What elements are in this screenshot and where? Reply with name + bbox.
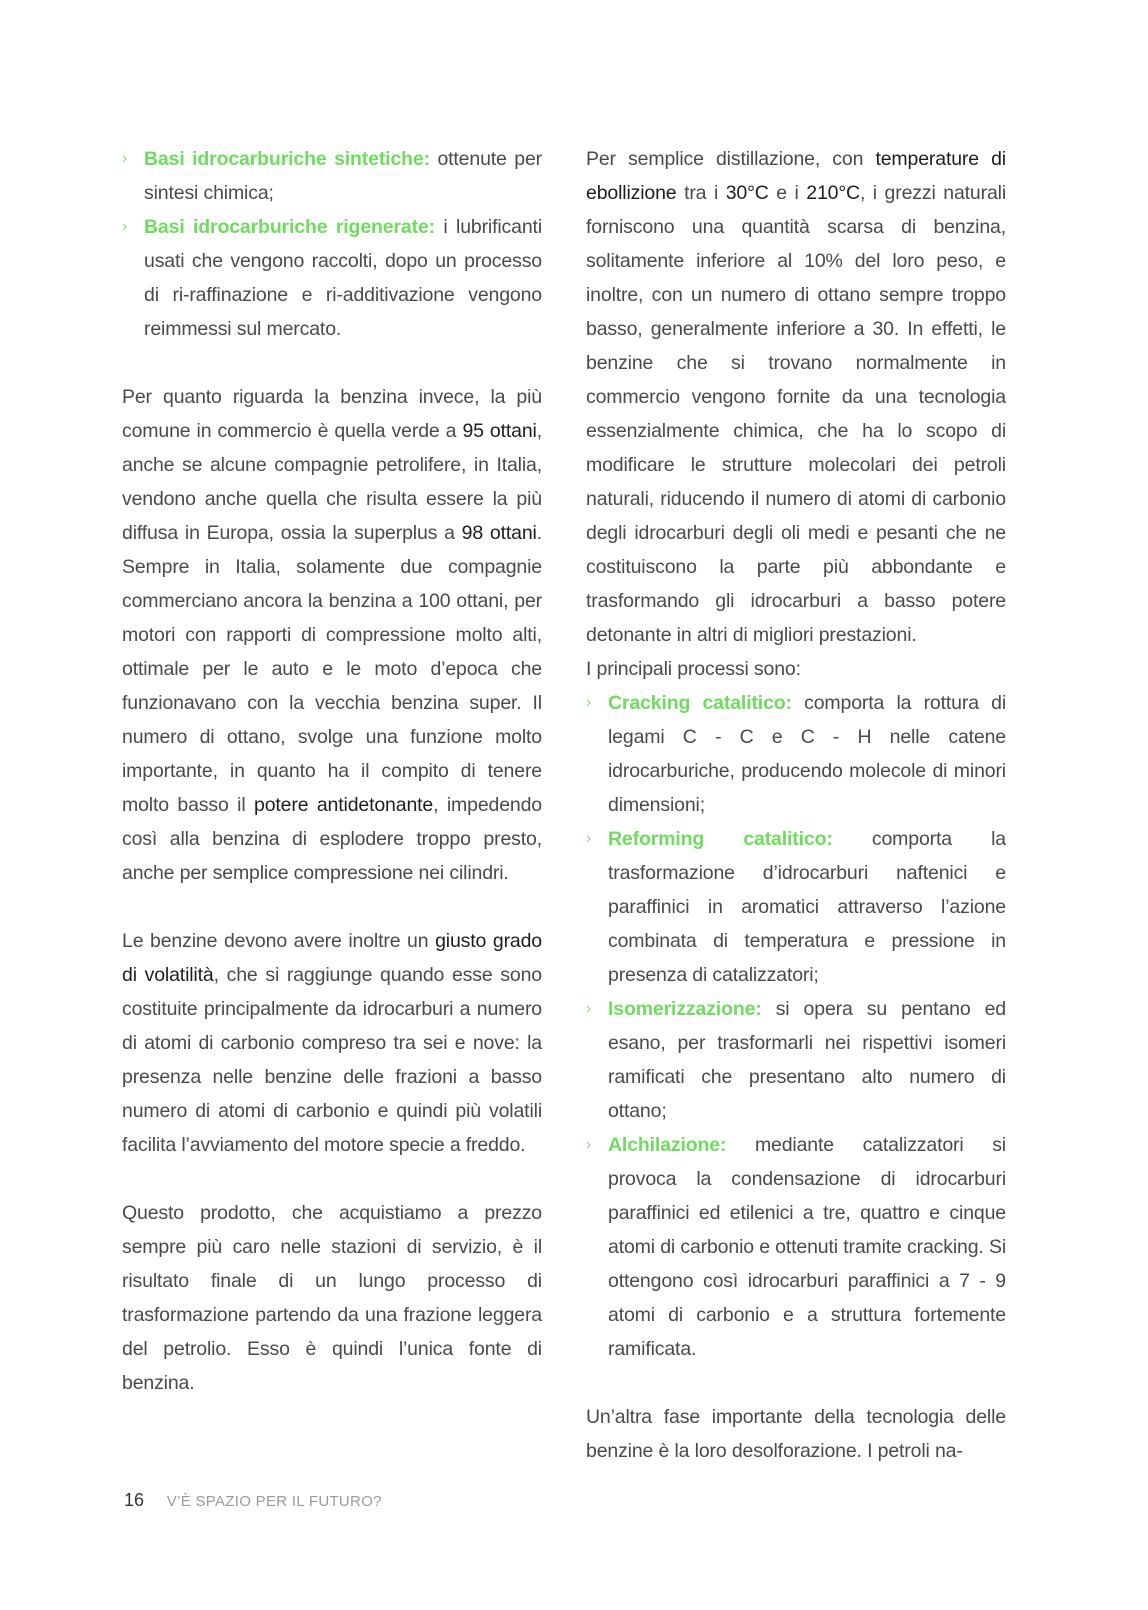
paragraph-volatility: Le benzine devono avere inoltre un giusto grado di volatilità, che si raggiunge quando esse sono costituite principalmente da idrocarburi a numero di atomi di carbonio compreso tra sei e nove: la presenza nelle benzine delle frazioni a basso numero di atomi di carbonio e quindi più volatili facilita l’avviamento del motore specie a freddo. <box>122 930 542 1156</box>
running-title: V’È SPAZIO PER IL FUTURO? <box>166 1493 382 1510</box>
chevron-right-icon: › <box>586 694 592 711</box>
chevron-right-icon: › <box>122 218 128 235</box>
chevron-right-icon: › <box>586 1000 592 1017</box>
right-column <box>586 142 1006 1468</box>
paragraph-octane: Per quanto riguarda la benzina invece, la più comune in commercio è quella verde a 95 ottani, anche se alcune compagnie petrolifere, in Italia, vendono anche quella che risulta essere la più diffusa in Europa, ossia la superplus a 98 ottani. Sempre in Italia, solamente due compagnie commerciano ancora la benzina a 100 ottani, per motori con rapporti di compressione molto alti, ottimale per le auto e le moto d’epoca che funzionavano con la vecchia benzina super. Il numero di ottano, svolge una funzione molto importante, in quanto ha il compito di tenere molto basso il potere antidetonante, impedendo così alla benzina di esplodere troppo presto, anche per semplice compressione nei cilindri. <box>122 386 542 884</box>
left-column <box>122 142 542 1400</box>
list-item: › Reforming catalitico: comporta la trasformazione d’idrocarburi naftenici e paraffinici in aromatici attraverso l’azione combinata di temperatura e pressione in presenza di catalizzatori; <box>586 822 1006 992</box>
chevron-right-icon: › <box>586 1136 592 1153</box>
list-item: › Isomerizzazione: si opera su pentano ed esano, per trasformarli nei rispettivi isomeri ramificati che presentano alto numero di ottano; <box>586 992 1006 1128</box>
list-item: › Cracking catalitico: comporta la rottura di legami C - C e C - H nelle catene idrocarburiche, producendo molecole di minori dimensioni; <box>586 686 1006 822</box>
processes-intro: I principali processi sono: <box>586 658 801 680</box>
processes-list <box>586 686 1006 1366</box>
list-item: › Basi idrocarburiche rigenerate: i lubrificanti usati che vengono raccolti, dopo un processo di ri-raffinazione e ri-additivazione vengono reimmessi sul mercato. <box>122 210 542 346</box>
paragraph-product: Questo prodotto, che acquistiamo a prezzo sempre più caro nelle stazioni di servizio, è il risultato finale di un lungo processo di trasformazione partendo da una frazione leggera del petrolio. Esso è quindi l’unica fonte di benzina. <box>122 1202 542 1394</box>
paragraph-desulfurization: Un’altra fase importante della tecnologia delle benzine è la loro desolforazione. I petroli na- <box>586 1406 1006 1462</box>
page-number: 16 <box>124 1490 145 1510</box>
page-footer <box>124 1490 382 1511</box>
chevron-right-icon: › <box>122 150 128 167</box>
chevron-right-icon: › <box>586 830 592 847</box>
paragraph-distillation: Per semplice distillazione, con temperature di ebollizione tra i 30°C e i 210°C, i grezzi naturali forniscono una quantità scarsa di benzina, solitamente inferiore al 10% del loro peso, e inoltre, con un numero di ottano sempre troppo basso, generalmente inferiore a 30. In effetti, le benzine che si trovano normalmente in commercio vengono fornite da una tecnologia essenzialmente chimica, che ha lo scopo di modificare le strutture molecolari dei petroli naturali, riducendo il numero di atomi di carbonio degli idrocarburi degli oli medi e pesanti che ne costituiscono la parte più abbondante e trasformando gli idrocarburi a basso potere detonante in altri di migliori prestazioni. <box>586 148 1007 646</box>
list-item: › Basi idrocarburiche sintetiche: ottenute per sintesi chimica; <box>122 142 542 210</box>
list-item: › Alchilazione: mediante catalizzatori si provoca la condensazione di idrocarburi paraffinici ed etilenici a tre, quattro e cinque atomi di carbonio e ottenuti tramite cracking. Si ottengono così idrocarburi paraffinici a 7 - 9 atomi di carbonio e a struttura fortemente ramificata. <box>586 1128 1006 1366</box>
synthetic-bases-list <box>122 142 542 346</box>
